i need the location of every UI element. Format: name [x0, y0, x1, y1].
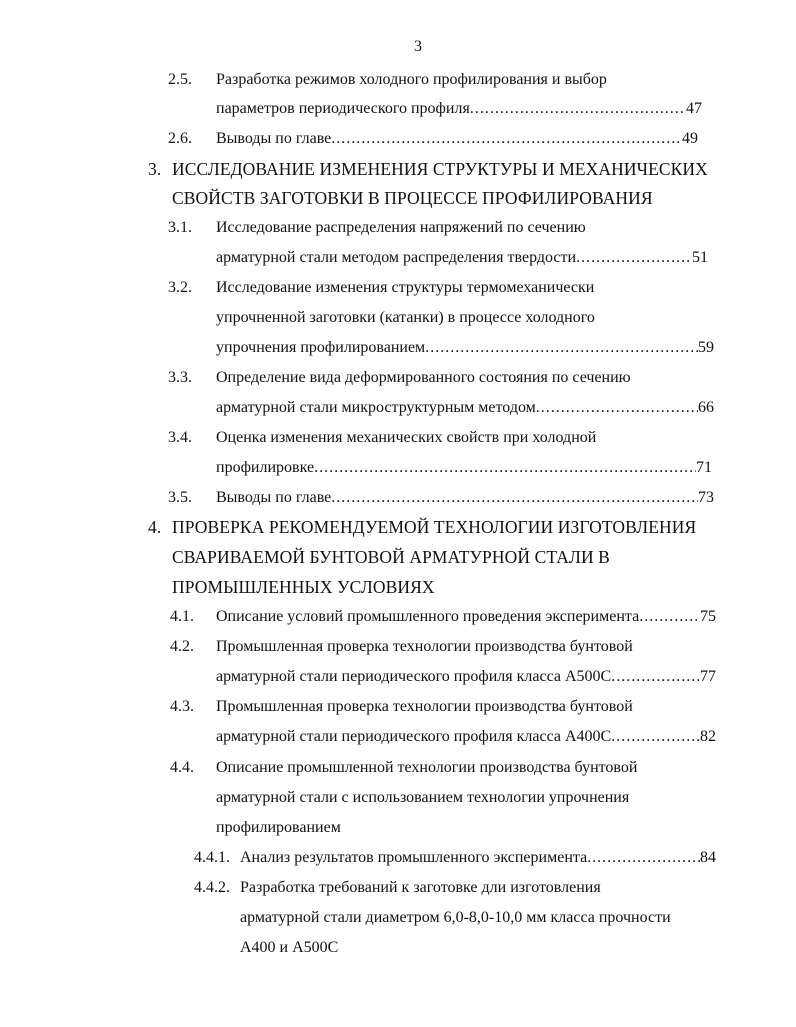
toc-entry-4-4-1 — [240, 846, 716, 870]
chapter-title: ИССЛЕДОВАНИЕ ИЗМЕНЕНИЯ СТРУКТУРЫ И МЕХАНИЧЕСКИХ — [172, 159, 708, 179]
toc-item-title: Описание условий промышленного проведения эксперимента — [216, 608, 640, 625]
toc-subitem-number: 4.4.2. — [194, 879, 230, 896]
toc-item-title: Разработка режимов холодного профилирования и выбор — [216, 71, 607, 88]
toc-item-number: 2.6. — [168, 130, 192, 147]
toc-item-number: 3.1. — [168, 219, 192, 236]
leader-dots — [611, 725, 700, 749]
toc-item-title: Выводы по главе — [216, 130, 332, 147]
toc-entry-3-4 — [216, 456, 712, 480]
toc-item-title: Анализ результатов промышленного эксперимента — [240, 849, 588, 866]
toc-page-ref: 75 — [700, 608, 716, 625]
toc-page-ref: 59 — [698, 339, 714, 356]
toc-page-ref: 71 — [696, 459, 712, 476]
toc-item-title: Исследование изменения структуры термомеханически — [216, 279, 595, 296]
chapter-title: СВАРИВАЕМОЙ БУНТОВОЙ АРМАТУРНОЙ СТАЛИ В — [172, 547, 610, 567]
toc-item-title: профилированием — [216, 819, 341, 836]
leader-dots — [576, 246, 692, 270]
toc-page-ref: 82 — [700, 728, 716, 745]
toc-item-title: Определение вида деформированного состояния по сечению — [216, 369, 631, 386]
toc-entry-4-2 — [216, 665, 716, 689]
chapter-number: 3. — [148, 159, 162, 179]
chapter-title: ПРОВЕРКА РЕКОМЕНДУЕМОЙ ТЕХНОЛОГИИ ИЗГОТОВЛЕНИЯ — [172, 517, 697, 537]
toc-item-title: арматурной стали с использованием технологии упрочнения — [216, 789, 630, 806]
page-number: 3 — [414, 38, 422, 55]
toc-subitem-number: 4.4.1. — [194, 849, 230, 866]
toc-page-ref: 47 — [686, 100, 702, 117]
toc-page-ref: 77 — [700, 668, 716, 685]
toc-item-title: упрочненной заготовки (катанки) в процессе холодного — [216, 309, 595, 326]
toc-item-number: 3.2. — [168, 279, 192, 296]
leader-dots — [639, 605, 700, 629]
toc-item-number: 3.5. — [168, 489, 192, 506]
toc-item-title: Промышленная проверка технологии производства бунтовой — [216, 698, 633, 715]
leader-dots — [314, 456, 696, 480]
toc-item-title: А400 и А500С — [240, 939, 339, 956]
chapter-number: 4. — [148, 517, 162, 537]
toc-entry-2-6 — [216, 127, 698, 151]
toc-item-number: 4.1. — [170, 608, 194, 625]
leader-dots — [611, 665, 700, 689]
toc-page-ref: 73 — [698, 489, 714, 506]
toc-item-title: Описание промышленной технологии производства бунтовой — [216, 759, 638, 776]
leader-dots — [331, 127, 682, 151]
toc-entry-4-3 — [216, 725, 716, 749]
leader-dots — [331, 486, 698, 510]
toc-item-number: 4.3. — [170, 698, 194, 715]
toc-item-title: арматурной стали диаметром 6,0-8,0-10,0 мм класса прочности — [240, 909, 671, 926]
leader-dots — [425, 336, 698, 360]
toc-item-title: Промышленная проверка технологии производства бунтовой — [216, 638, 633, 655]
toc-item-title: арматурной стали периодического профиля класса А500С — [216, 668, 612, 685]
toc-page-ref: 49 — [682, 130, 698, 147]
toc-item-number: 3.4. — [168, 429, 192, 446]
toc-entry-3-2 — [216, 336, 714, 360]
toc-item-title: арматурной стали микроструктурным методом — [216, 399, 536, 416]
toc-item-number: 2.5. — [168, 71, 192, 88]
leader-dots — [536, 396, 698, 420]
chapter-title: ПРОМЫШЛЕННЫХ УСЛОВИЯХ — [172, 577, 435, 597]
toc-item-title: арматурной стали методом распределения твердости — [216, 249, 577, 266]
toc-entry-3-3 — [216, 396, 714, 420]
toc-item-title: профилировке — [216, 459, 315, 476]
toc-item-title: упрочнения профилированием — [216, 339, 426, 356]
leader-dots — [587, 846, 700, 870]
toc-entry-3-5 — [216, 486, 714, 510]
toc-item-title: Оценка изменения механических свойств при холодной — [216, 429, 597, 446]
toc-item-title: параметров периодического профиля — [216, 100, 470, 117]
toc-item-number: 4.2. — [170, 638, 194, 655]
toc-entry-4-1 — [216, 605, 716, 629]
toc-item-number: 3.3. — [168, 369, 192, 386]
toc-item-title: арматурной стали периодического профиля класса А400С — [216, 728, 612, 745]
toc-entry-2-5 — [216, 97, 702, 121]
leader-dots — [470, 97, 686, 121]
toc-item-title: Выводы по главе — [216, 489, 332, 506]
toc-page-ref: 66 — [698, 399, 714, 416]
toc-entry-3-1 — [216, 246, 708, 270]
toc-page-ref: 84 — [700, 849, 716, 866]
toc-item-title: Исследование распределения напряжений по сечению — [216, 219, 586, 236]
toc-item-number: 4.4. — [170, 759, 194, 776]
chapter-title: СВОЙСТВ ЗАГОТОВКИ В ПРОЦЕССЕ ПРОФИЛИРОВАНИЯ — [172, 188, 653, 208]
toc-page-ref: 51 — [692, 249, 708, 266]
toc-item-title: Разработка требований к заготовке дли изготовления — [240, 879, 601, 896]
